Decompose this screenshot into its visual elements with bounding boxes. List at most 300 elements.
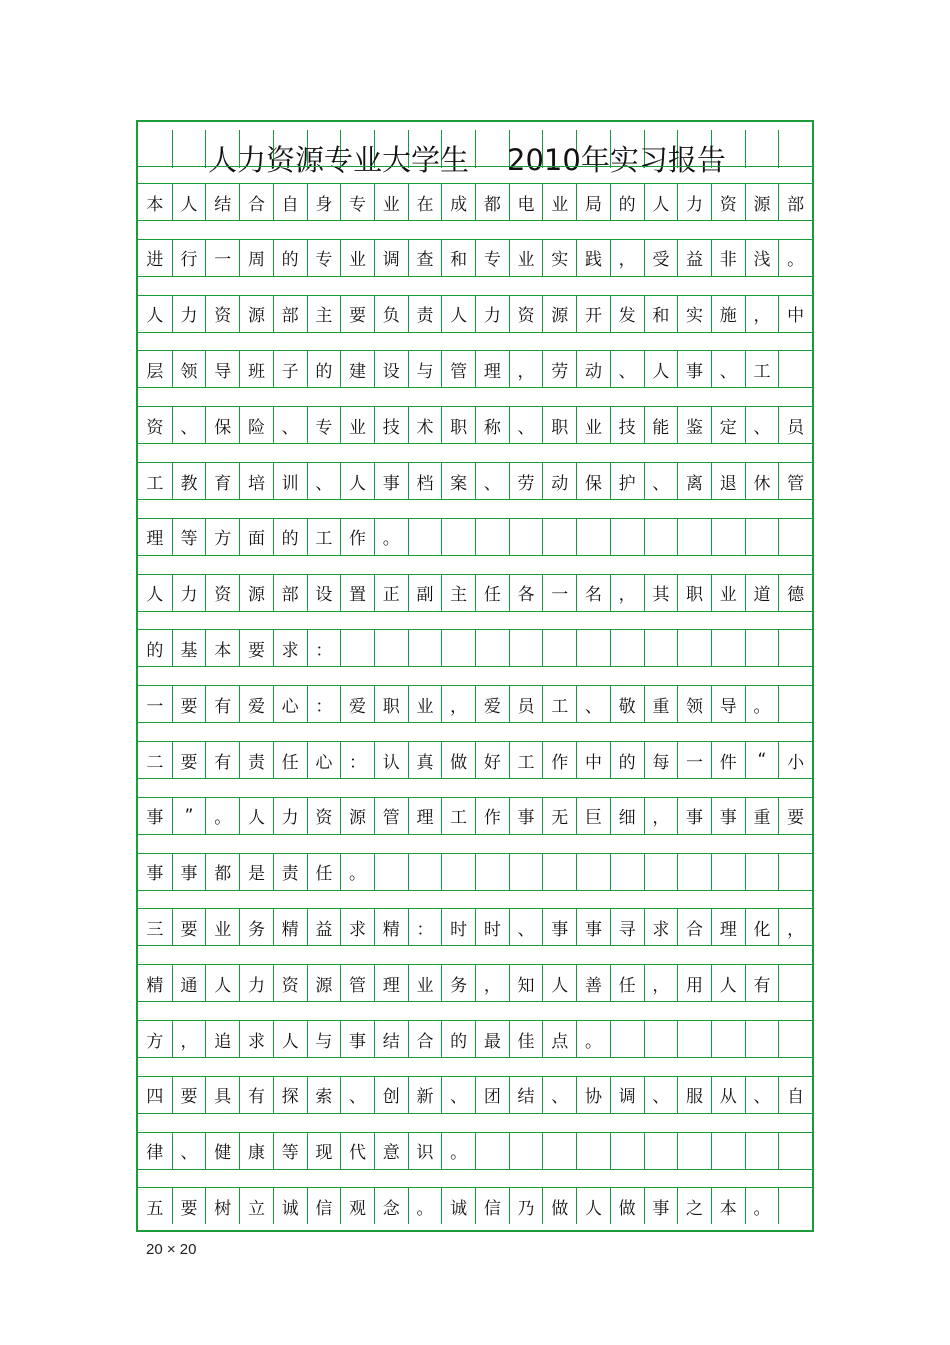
grid-cell: 源 [239, 296, 273, 332]
text-row [138, 296, 812, 332]
grid-cell: 事 [677, 798, 711, 834]
grid-cell: 时 [475, 909, 509, 945]
grid-cell: 、 [441, 1077, 475, 1113]
grid-cell: 。 [205, 798, 239, 834]
grid-cell: 的 [146, 640, 164, 661]
grid-cell: 中 [576, 742, 610, 778]
grid-cell [677, 1021, 711, 1057]
grid-cell: 精 [146, 975, 164, 996]
grid-cell: 五 [146, 1198, 164, 1219]
grid-cell [778, 351, 812, 387]
grid-cell: 要 [172, 686, 206, 722]
grid-cell: 要 [340, 296, 374, 332]
grid-cell: 管 [441, 351, 475, 387]
grid-cell: 有 [205, 742, 239, 778]
grid-cell: 等 [172, 519, 206, 555]
grid-cell: 、 [542, 1077, 576, 1113]
grid-cell: 行 [172, 240, 206, 276]
grid-cell: 的 [273, 519, 307, 555]
grid-cell: 要 [778, 798, 812, 834]
grid-cell: 、 [644, 463, 678, 499]
grid-cell: 责 [273, 854, 307, 890]
spacer-row [138, 1001, 812, 1021]
grid-cell: 合 [239, 184, 273, 220]
grid-cell: 事 [340, 1021, 374, 1057]
grid-cell: 力 [172, 296, 206, 332]
grid-cell: 案 [441, 463, 475, 499]
grid-cell: 任 [610, 965, 644, 1001]
grid-cell: 人 [542, 965, 576, 1001]
grid-cell: 本 [205, 630, 239, 666]
grid-cell: 、 [509, 407, 543, 443]
text-row [138, 1188, 812, 1224]
grid-cell: 工 [509, 742, 543, 778]
grid-cell: 育 [205, 463, 239, 499]
grid-cell [509, 854, 543, 890]
grid-cell: 中 [778, 296, 812, 332]
grid-cell: 人 [576, 1188, 610, 1224]
grid-cell: ， [745, 296, 779, 332]
grid-cell [576, 630, 610, 666]
grid-cell: 人 [172, 184, 206, 220]
grid-cell: 结 [509, 1077, 543, 1113]
grid-cell: 创 [374, 1077, 408, 1113]
grid-cell: 做 [441, 742, 475, 778]
grid-cell: 与 [408, 351, 442, 387]
grid-cell: 小 [778, 742, 812, 778]
grid-cell [576, 1133, 610, 1169]
grid-cell [138, 130, 172, 168]
grid-cell: 做 [542, 1188, 576, 1224]
grid-cell: 代 [340, 1133, 374, 1169]
grid-cell: 追 [205, 1021, 239, 1057]
grid-cell: 。 [374, 519, 408, 555]
grid-cell: 方 [146, 1031, 164, 1052]
grid-cell: 专 [307, 407, 341, 443]
grid-cell [778, 1021, 812, 1057]
grid-size-label: 20 × 20 [146, 1241, 197, 1258]
grid-cell: 业 [374, 184, 408, 220]
grid-cell: 探 [273, 1077, 307, 1113]
grid-cell: ： [307, 686, 341, 722]
text-row [138, 240, 812, 276]
grid-cell: 鉴 [677, 407, 711, 443]
spacer-row [138, 387, 812, 407]
grid-cell: 设 [374, 351, 408, 387]
grid-cell: 工 [745, 351, 779, 387]
grid-cell [441, 854, 475, 890]
grid-cell: 业 [340, 407, 374, 443]
grid-cell: 基 [172, 630, 206, 666]
grid-cell [542, 854, 576, 890]
grid-cell: 力 [475, 296, 509, 332]
grid-cell: 退 [711, 463, 745, 499]
grid-cell: 本 [711, 1188, 745, 1224]
grid-cell: 源 [307, 965, 341, 1001]
spacer-row [138, 834, 812, 854]
grid-cell: 人 [441, 296, 475, 332]
grid-cell: 周 [239, 240, 273, 276]
grid-cell: 专 [475, 240, 509, 276]
grid-cell: 员 [509, 686, 543, 722]
grid-cell: 源 [542, 296, 576, 332]
text-row [138, 575, 812, 611]
grid-cell: ， [610, 575, 644, 611]
grid-cell: 、 [307, 463, 341, 499]
grid-cell: 部 [778, 184, 812, 220]
grid-cell: 件 [711, 742, 745, 778]
grid-cell: 一 [542, 575, 576, 611]
grid-cell: 事 [677, 351, 711, 387]
grid-cell: 要 [172, 909, 206, 945]
grid-cell: 人 [205, 965, 239, 1001]
grid-cell: 身 [307, 184, 341, 220]
grid-cell: 从 [711, 1077, 745, 1113]
grid-cell: 人 [273, 1021, 307, 1057]
grid-cell: 职 [677, 575, 711, 611]
grid-cell: 、 [475, 463, 509, 499]
grid-cell: 力 [172, 575, 206, 611]
grid-cell: 和 [644, 296, 678, 332]
grid-cell: 人 [644, 184, 678, 220]
grid-cell [610, 1133, 644, 1169]
grid-cell [778, 686, 812, 722]
grid-cell: 的 [610, 184, 644, 220]
grid-cell: 方 [205, 519, 239, 555]
grid-cell: 职 [374, 686, 408, 722]
grid-cell: 要 [172, 742, 206, 778]
grid-cell: 主 [441, 575, 475, 611]
manuscript-grid [136, 120, 814, 1232]
grid-cell: 事 [146, 864, 164, 885]
text-row [138, 854, 812, 890]
grid-cell: 的 [441, 1021, 475, 1057]
grid-cell: 、 [745, 407, 779, 443]
grid-cell: 作 [542, 742, 576, 778]
grid-cell: 、 [172, 1133, 206, 1169]
grid-cell: 。 [778, 240, 812, 276]
grid-cell: 都 [475, 184, 509, 220]
grid-cell [374, 630, 408, 666]
grid-cell: 信 [475, 1188, 509, 1224]
grid-cell: 力 [239, 965, 273, 1001]
title-main: 人力资源专业大学生 [208, 143, 470, 177]
grid-cell: 三 [146, 919, 164, 940]
text-row [138, 519, 812, 555]
grid-cell: 要 [239, 630, 273, 666]
grid-cell: 设 [307, 575, 341, 611]
grid-cell [677, 1133, 711, 1169]
text-row [138, 1021, 812, 1057]
grid-cell: 人 [239, 798, 273, 834]
spacer-row [138, 166, 812, 184]
grid-cell: 专 [340, 184, 374, 220]
grid-cell [408, 630, 442, 666]
spacer-row [138, 1057, 812, 1077]
grid-cell: 理 [475, 351, 509, 387]
grid-cell: 各 [509, 575, 543, 611]
grid-cell: 知 [509, 965, 543, 1001]
text-row [138, 798, 812, 834]
grid-cell: ， [644, 965, 678, 1001]
grid-cell: 副 [408, 575, 442, 611]
grid-cell: 通 [172, 965, 206, 1001]
grid-cell: 工 [307, 519, 341, 555]
grid-cell: 班 [239, 351, 273, 387]
grid-cell: 信 [307, 1188, 341, 1224]
grid-cell: 动 [576, 351, 610, 387]
grid-cell: 心 [273, 686, 307, 722]
grid-cell: 责 [239, 742, 273, 778]
spacer-row [138, 778, 812, 798]
grid-cell: 训 [273, 463, 307, 499]
grid-cell: 健 [205, 1133, 239, 1169]
grid-cell: 查 [408, 240, 442, 276]
grid-cell: 求 [340, 909, 374, 945]
grid-cell: 念 [374, 1188, 408, 1224]
grid-cell: 。 [745, 1188, 779, 1224]
grid-cell: 正 [374, 575, 408, 611]
grid-cell: 团 [475, 1077, 509, 1113]
grid-cell: 能 [644, 407, 678, 443]
grid-cell: 事 [374, 463, 408, 499]
grid-cell: 工 [146, 473, 164, 494]
grid-cell: 、 [644, 1077, 678, 1113]
grid-cell: 人 [146, 585, 164, 606]
grid-cell [644, 854, 678, 890]
grid-cell: 和 [441, 240, 475, 276]
grid-cell: 资 [711, 184, 745, 220]
grid-cell: 爱 [239, 686, 273, 722]
grid-cell: 发 [610, 296, 644, 332]
text-row [138, 742, 812, 778]
grid-cell: 道 [745, 575, 779, 611]
grid-cell: 在 [408, 184, 442, 220]
grid-cell: 领 [172, 351, 206, 387]
grid-cell: 最 [475, 1021, 509, 1057]
spacer-row [138, 499, 812, 519]
grid-cell: 乃 [509, 1188, 543, 1224]
grid-cell: 受 [644, 240, 678, 276]
spacer-row [138, 443, 812, 463]
grid-cell [644, 630, 678, 666]
grid-cell: 理 [146, 529, 164, 550]
grid-cell: 意 [374, 1133, 408, 1169]
grid-cell: 。 [408, 1188, 442, 1224]
grid-cell: 结 [374, 1021, 408, 1057]
grid-cell: 进 [146, 250, 164, 271]
grid-cell: 理 [374, 965, 408, 1001]
grid-cell: 事 [146, 808, 164, 829]
grid-cell: 真 [408, 742, 442, 778]
grid-cell: 施 [711, 296, 745, 332]
grid-cell: 寻 [610, 909, 644, 945]
grid-cell: 等 [273, 1133, 307, 1169]
grid-cell: 与 [307, 1021, 341, 1057]
grid-cell: ， [509, 351, 543, 387]
grid-cell: 善 [576, 965, 610, 1001]
grid-cell [778, 630, 812, 666]
grid-cell: 劳 [509, 463, 543, 499]
grid-cell: 职 [441, 407, 475, 443]
grid-cell: 协 [576, 1077, 610, 1113]
grid-cell [509, 519, 543, 555]
grid-cell [644, 519, 678, 555]
grid-cell: 资 [307, 798, 341, 834]
grid-cell: ， [475, 965, 509, 1001]
grid-cell: 业 [340, 240, 374, 276]
grid-cell: 时 [441, 909, 475, 945]
grid-cell: 、 [172, 407, 206, 443]
grid-cell: 、 [509, 909, 543, 945]
grid-cell [711, 854, 745, 890]
spacer-row [138, 276, 812, 296]
grid-cell: 力 [677, 184, 711, 220]
grid-cell: 、 [273, 407, 307, 443]
grid-cell: 任 [475, 575, 509, 611]
spacer-row [138, 220, 812, 240]
grid-cell: 术 [408, 407, 442, 443]
grid-cell [542, 1133, 576, 1169]
grid-cell: 巨 [576, 798, 610, 834]
grid-cell: 专 [307, 240, 341, 276]
grid-cell: 理 [408, 798, 442, 834]
grid-cell: 新 [408, 1077, 442, 1113]
grid-cell: 管 [340, 965, 374, 1001]
text-row [138, 1133, 812, 1169]
grid-cell [172, 130, 206, 168]
spacer-row [138, 890, 812, 910]
grid-cell: ， [441, 686, 475, 722]
grid-cell: 置 [340, 575, 374, 611]
grid-cell: 险 [239, 407, 273, 443]
grid-cell: 求 [273, 630, 307, 666]
grid-cell: 立 [239, 1188, 273, 1224]
grid-cell: ， [172, 1021, 206, 1057]
grid-cell: 事 [509, 798, 543, 834]
grid-cell: ， [610, 240, 644, 276]
grid-cell [441, 630, 475, 666]
grid-cell: 自 [273, 184, 307, 220]
grid-cell: 的 [610, 742, 644, 778]
grid-cell: 资 [205, 575, 239, 611]
grid-cell [745, 1021, 779, 1057]
grid-cell: 的 [307, 351, 341, 387]
grid-cell: 档 [408, 463, 442, 499]
grid-cell: 细 [610, 798, 644, 834]
grid-cell: 一 [146, 696, 164, 717]
grid-cell [408, 854, 442, 890]
grid-cell [745, 130, 779, 168]
grid-cell: 护 [610, 463, 644, 499]
text-row [138, 686, 812, 722]
grid-cell: 责 [408, 296, 442, 332]
grid-cell: 层 [146, 361, 164, 382]
grid-cell: 开 [576, 296, 610, 332]
grid-cell: 具 [205, 1077, 239, 1113]
grid-cell [677, 854, 711, 890]
grid-cell: 务 [239, 909, 273, 945]
grid-cell: 业 [711, 575, 745, 611]
text-row [138, 909, 812, 945]
grid-cell: 是 [239, 854, 273, 890]
grid-cell: 、 [745, 1077, 779, 1113]
grid-cell: 业 [509, 240, 543, 276]
grid-cell: 一 [205, 240, 239, 276]
spacer-row [138, 666, 812, 686]
spacer-row [138, 611, 812, 631]
grid-cell: 四 [146, 1087, 164, 1108]
grid-cell: 工 [542, 686, 576, 722]
grid-cell: 有 [205, 686, 239, 722]
grid-cell [711, 630, 745, 666]
grid-cell [475, 630, 509, 666]
text-row [138, 184, 812, 220]
grid-cell [542, 519, 576, 555]
grid-cell: 本 [146, 194, 164, 215]
grid-cell: 称 [475, 407, 509, 443]
grid-cell: 力 [273, 798, 307, 834]
grid-cell: 管 [374, 798, 408, 834]
grid-cell: 要 [172, 1077, 206, 1113]
grid-cell: 理 [711, 909, 745, 945]
grid-cell [778, 854, 812, 890]
grid-cell: 技 [610, 407, 644, 443]
grid-cell [475, 1133, 509, 1169]
grid-cell: 诚 [273, 1188, 307, 1224]
grid-cell: 业 [408, 686, 442, 722]
grid-cell: 合 [408, 1021, 442, 1057]
grid-cell [542, 630, 576, 666]
grid-cell: 子 [273, 351, 307, 387]
grid-cell: 德 [778, 575, 812, 611]
grid-cell [711, 1133, 745, 1169]
grid-cell [778, 1133, 812, 1169]
grid-cell: 有 [239, 1077, 273, 1113]
grid-cell: 自 [778, 1077, 812, 1113]
grid-cell: 名 [576, 575, 610, 611]
grid-cell [677, 630, 711, 666]
text-row [138, 351, 812, 387]
spacer-row [138, 945, 812, 965]
grid-cell: 培 [239, 463, 273, 499]
grid-cell: 化 [745, 909, 779, 945]
grid-cell [644, 1133, 678, 1169]
grid-cell: 其 [644, 575, 678, 611]
grid-cell: 任 [273, 742, 307, 778]
grid-cell: 事 [542, 909, 576, 945]
grid-cell: 管 [778, 463, 812, 499]
grid-cell: 人 [711, 965, 745, 1001]
grid-cell: 保 [576, 463, 610, 499]
grid-cell: 部 [273, 296, 307, 332]
grid-cell: 好 [475, 742, 509, 778]
grid-cell [475, 519, 509, 555]
spacer-row [138, 332, 812, 352]
grid-cell: 践 [576, 240, 610, 276]
grid-cell: 树 [205, 1188, 239, 1224]
spacer-row [138, 555, 812, 575]
grid-cell [475, 854, 509, 890]
grid-cell [745, 519, 779, 555]
grid-cell [340, 630, 374, 666]
text-row [138, 630, 812, 666]
grid-cell: 工 [441, 798, 475, 834]
grid-cell [509, 630, 543, 666]
grid-cell: ， [644, 798, 678, 834]
grid-cell: 重 [745, 798, 779, 834]
grid-cell [745, 854, 779, 890]
